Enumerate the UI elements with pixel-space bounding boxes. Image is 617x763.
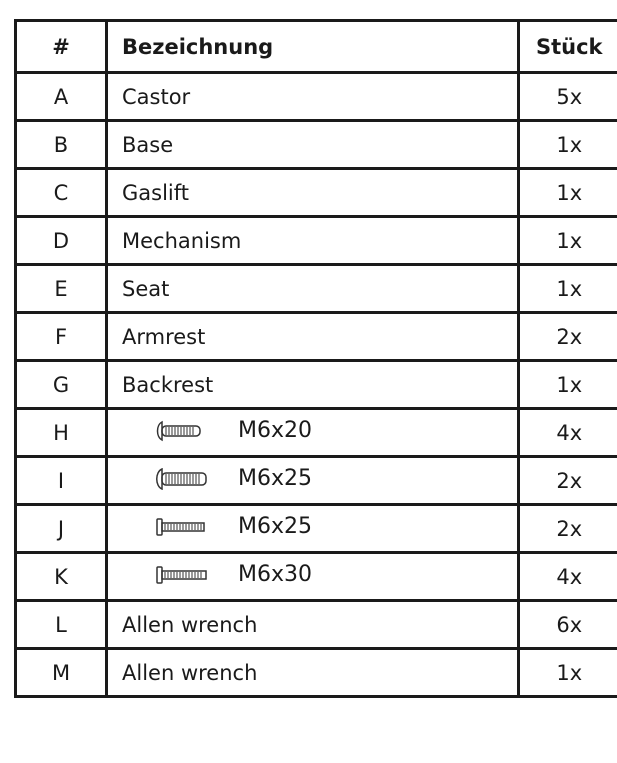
row-name: Allen wrench <box>107 649 519 697</box>
header-id: # <box>16 21 107 73</box>
table-row <box>16 409 617 457</box>
flat-head-screw-icon <box>154 564 210 586</box>
table-row <box>16 505 617 553</box>
round-head-screw-icon <box>154 420 210 442</box>
row-name: Seat <box>107 265 519 313</box>
row-id: L <box>16 601 107 649</box>
table-row <box>16 361 617 409</box>
table-row <box>16 553 617 601</box>
header-qty: Stück <box>519 21 617 73</box>
table-row <box>16 457 617 505</box>
row-id: C <box>16 169 107 217</box>
row-name-with-icon <box>107 505 519 553</box>
parts-list-table <box>14 19 617 698</box>
row-id: I <box>16 457 107 505</box>
round-head-screw-icon <box>154 468 210 490</box>
row-id: J <box>16 505 107 553</box>
row-qty: 5x <box>519 73 617 121</box>
screw-item <box>154 514 312 539</box>
row-qty: 2x <box>519 505 617 553</box>
table-header-row <box>16 21 617 73</box>
row-name: Castor <box>107 73 519 121</box>
row-id: B <box>16 121 107 169</box>
screw-item <box>154 466 312 491</box>
row-qty: 1x <box>519 265 617 313</box>
row-name: Gaslift <box>107 169 519 217</box>
row-name-with-icon <box>107 409 519 457</box>
table-row <box>16 649 617 697</box>
row-name: M6x30 <box>238 562 312 588</box>
table-row <box>16 169 617 217</box>
table-row <box>16 313 617 361</box>
row-qty: 4x <box>519 409 617 457</box>
row-qty: 4x <box>519 553 617 601</box>
table-row <box>16 121 617 169</box>
flat-head-screw-icon <box>154 516 210 538</box>
row-name: Armrest <box>107 313 519 361</box>
table-row <box>16 601 617 649</box>
row-name: Backrest <box>107 361 519 409</box>
row-id: D <box>16 217 107 265</box>
row-id: G <box>16 361 107 409</box>
row-qty: 2x <box>519 457 617 505</box>
row-qty: 1x <box>519 169 617 217</box>
row-id: E <box>16 265 107 313</box>
header-name: Bezeichnung <box>107 21 519 73</box>
table-row <box>16 73 617 121</box>
table-row <box>16 265 617 313</box>
row-name-with-icon <box>107 553 519 601</box>
row-id: H <box>16 409 107 457</box>
row-id: A <box>16 73 107 121</box>
row-name: M6x25 <box>238 514 312 540</box>
row-id: K <box>16 553 107 601</box>
row-id: M <box>16 649 107 697</box>
row-id: F <box>16 313 107 361</box>
row-qty: 6x <box>519 601 617 649</box>
row-name: Allen wrench <box>107 601 519 649</box>
row-qty: 1x <box>519 217 617 265</box>
row-name: Base <box>107 121 519 169</box>
screw-item <box>154 562 312 587</box>
row-name: M6x25 <box>238 466 312 492</box>
screw-item <box>154 418 312 443</box>
row-qty: 2x <box>519 313 617 361</box>
row-name: M6x20 <box>238 418 312 444</box>
row-name-with-icon <box>107 457 519 505</box>
row-qty: 1x <box>519 649 617 697</box>
row-name: Mechanism <box>107 217 519 265</box>
row-qty: 1x <box>519 121 617 169</box>
table-row <box>16 217 617 265</box>
row-qty: 1x <box>519 361 617 409</box>
